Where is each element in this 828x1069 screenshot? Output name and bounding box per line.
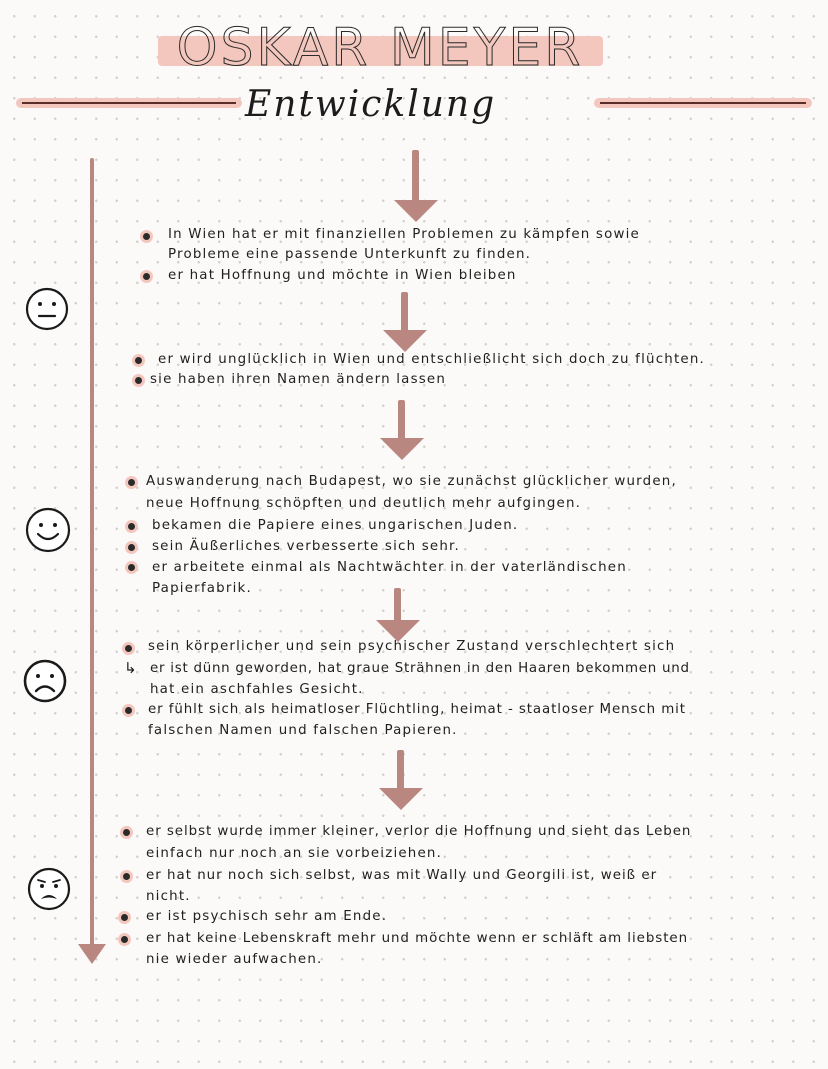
section-1-line: Probleme eine passende Unterkunft zu finden.	[168, 247, 532, 262]
down-arrow-icon	[394, 150, 438, 222]
subtitle-bar-left	[16, 98, 242, 108]
neutral-face-icon	[24, 286, 70, 332]
bullet-dot	[125, 561, 138, 574]
section-5-line: er hat keine Lebenskraft mehr und möchte wenn er schläft am liebsten	[146, 931, 689, 946]
section-5-line: nie wieder aufwachen.	[146, 952, 323, 967]
section-1-line: In Wien hat er mit finanziellen Problemen zu kämpfen sowie	[168, 227, 640, 242]
down-arrow-icon	[379, 750, 423, 810]
bullet-dot	[132, 374, 145, 387]
bullet-dot	[132, 354, 145, 367]
bullet-dot	[122, 642, 135, 655]
timeline-arrowhead	[78, 944, 106, 964]
bullet-dot	[118, 911, 131, 924]
subtitle-bar-right	[594, 98, 812, 108]
timeline-line	[90, 158, 94, 948]
section-2-line: sie haben ihren Namen ändern lassen	[150, 372, 447, 387]
bullet-dot	[120, 870, 133, 883]
section-3-line: Papierfabrik.	[152, 581, 252, 596]
section-4-line: hat ein aschfahles Gesicht.	[150, 682, 364, 697]
worried-face-icon	[26, 866, 72, 912]
page-subtitle: Entwicklung	[245, 84, 497, 125]
section-2-line: er wird unglücklich in Wien und entschließlicht sich doch zu flüchten.	[158, 352, 705, 367]
section-5-line: nicht.	[146, 889, 191, 904]
bullet-dot	[120, 826, 133, 839]
bullet-dot	[140, 270, 153, 283]
bullet-dot	[125, 541, 138, 554]
down-arrow-icon	[376, 588, 420, 642]
bullet-dot	[125, 476, 138, 489]
section-4-line: falschen Namen und falschen Papieren.	[148, 723, 458, 738]
section-4-line: er fühlt sich als heimatloser Flüchtling, heimat - staatloser Mensch mit	[148, 702, 686, 717]
section-3-line: sein Äußerliches verbesserte sich sehr.	[152, 539, 460, 554]
section-5-line: er hat nur noch sich selbst, was mit Wally und Georgili ist, weiß er	[146, 868, 658, 883]
section-3-line: neue Hoffnung schöpften und deutlich mehr aufgingen.	[146, 496, 582, 511]
section-5-line: er selbst wurde immer kleiner, verlor die Hoffnung und sieht das Leben	[146, 824, 692, 839]
bullet-dot	[140, 230, 153, 243]
bullet-dot	[122, 704, 135, 717]
sub-arrow-icon: ↳	[124, 659, 137, 677]
page-title: OSKAR MEYER	[176, 18, 584, 78]
section-3-line: er arbeitete einmal als Nachtwächter in der vaterländischen	[152, 560, 627, 575]
down-arrow-icon	[380, 400, 424, 460]
frowning-face-icon	[22, 658, 68, 704]
section-5-line: einfach nur noch an sie vorbeiziehen.	[146, 846, 443, 861]
smiling-face-icon	[24, 506, 72, 554]
section-5-line: er ist psychisch sehr am Ende.	[146, 909, 388, 924]
bullet-dot	[125, 520, 138, 533]
section-4-line: er ist dünn geworden, hat graue Strähnen in den Haaren bekommen und	[150, 661, 690, 676]
down-arrow-icon	[383, 292, 427, 352]
bullet-dot	[118, 933, 131, 946]
section-3-line: Auswanderung nach Budapest, wo sie zunächst glücklicher wurden,	[146, 474, 677, 489]
section-4-line: sein körperlicher und sein psychischer Zustand verschlechtert sich	[148, 639, 676, 654]
section-1-line: er hat Hoffnung und möchte in Wien bleiben	[168, 268, 517, 283]
section-3-line: bekamen die Papiere eines ungarischen Juden.	[152, 518, 519, 533]
